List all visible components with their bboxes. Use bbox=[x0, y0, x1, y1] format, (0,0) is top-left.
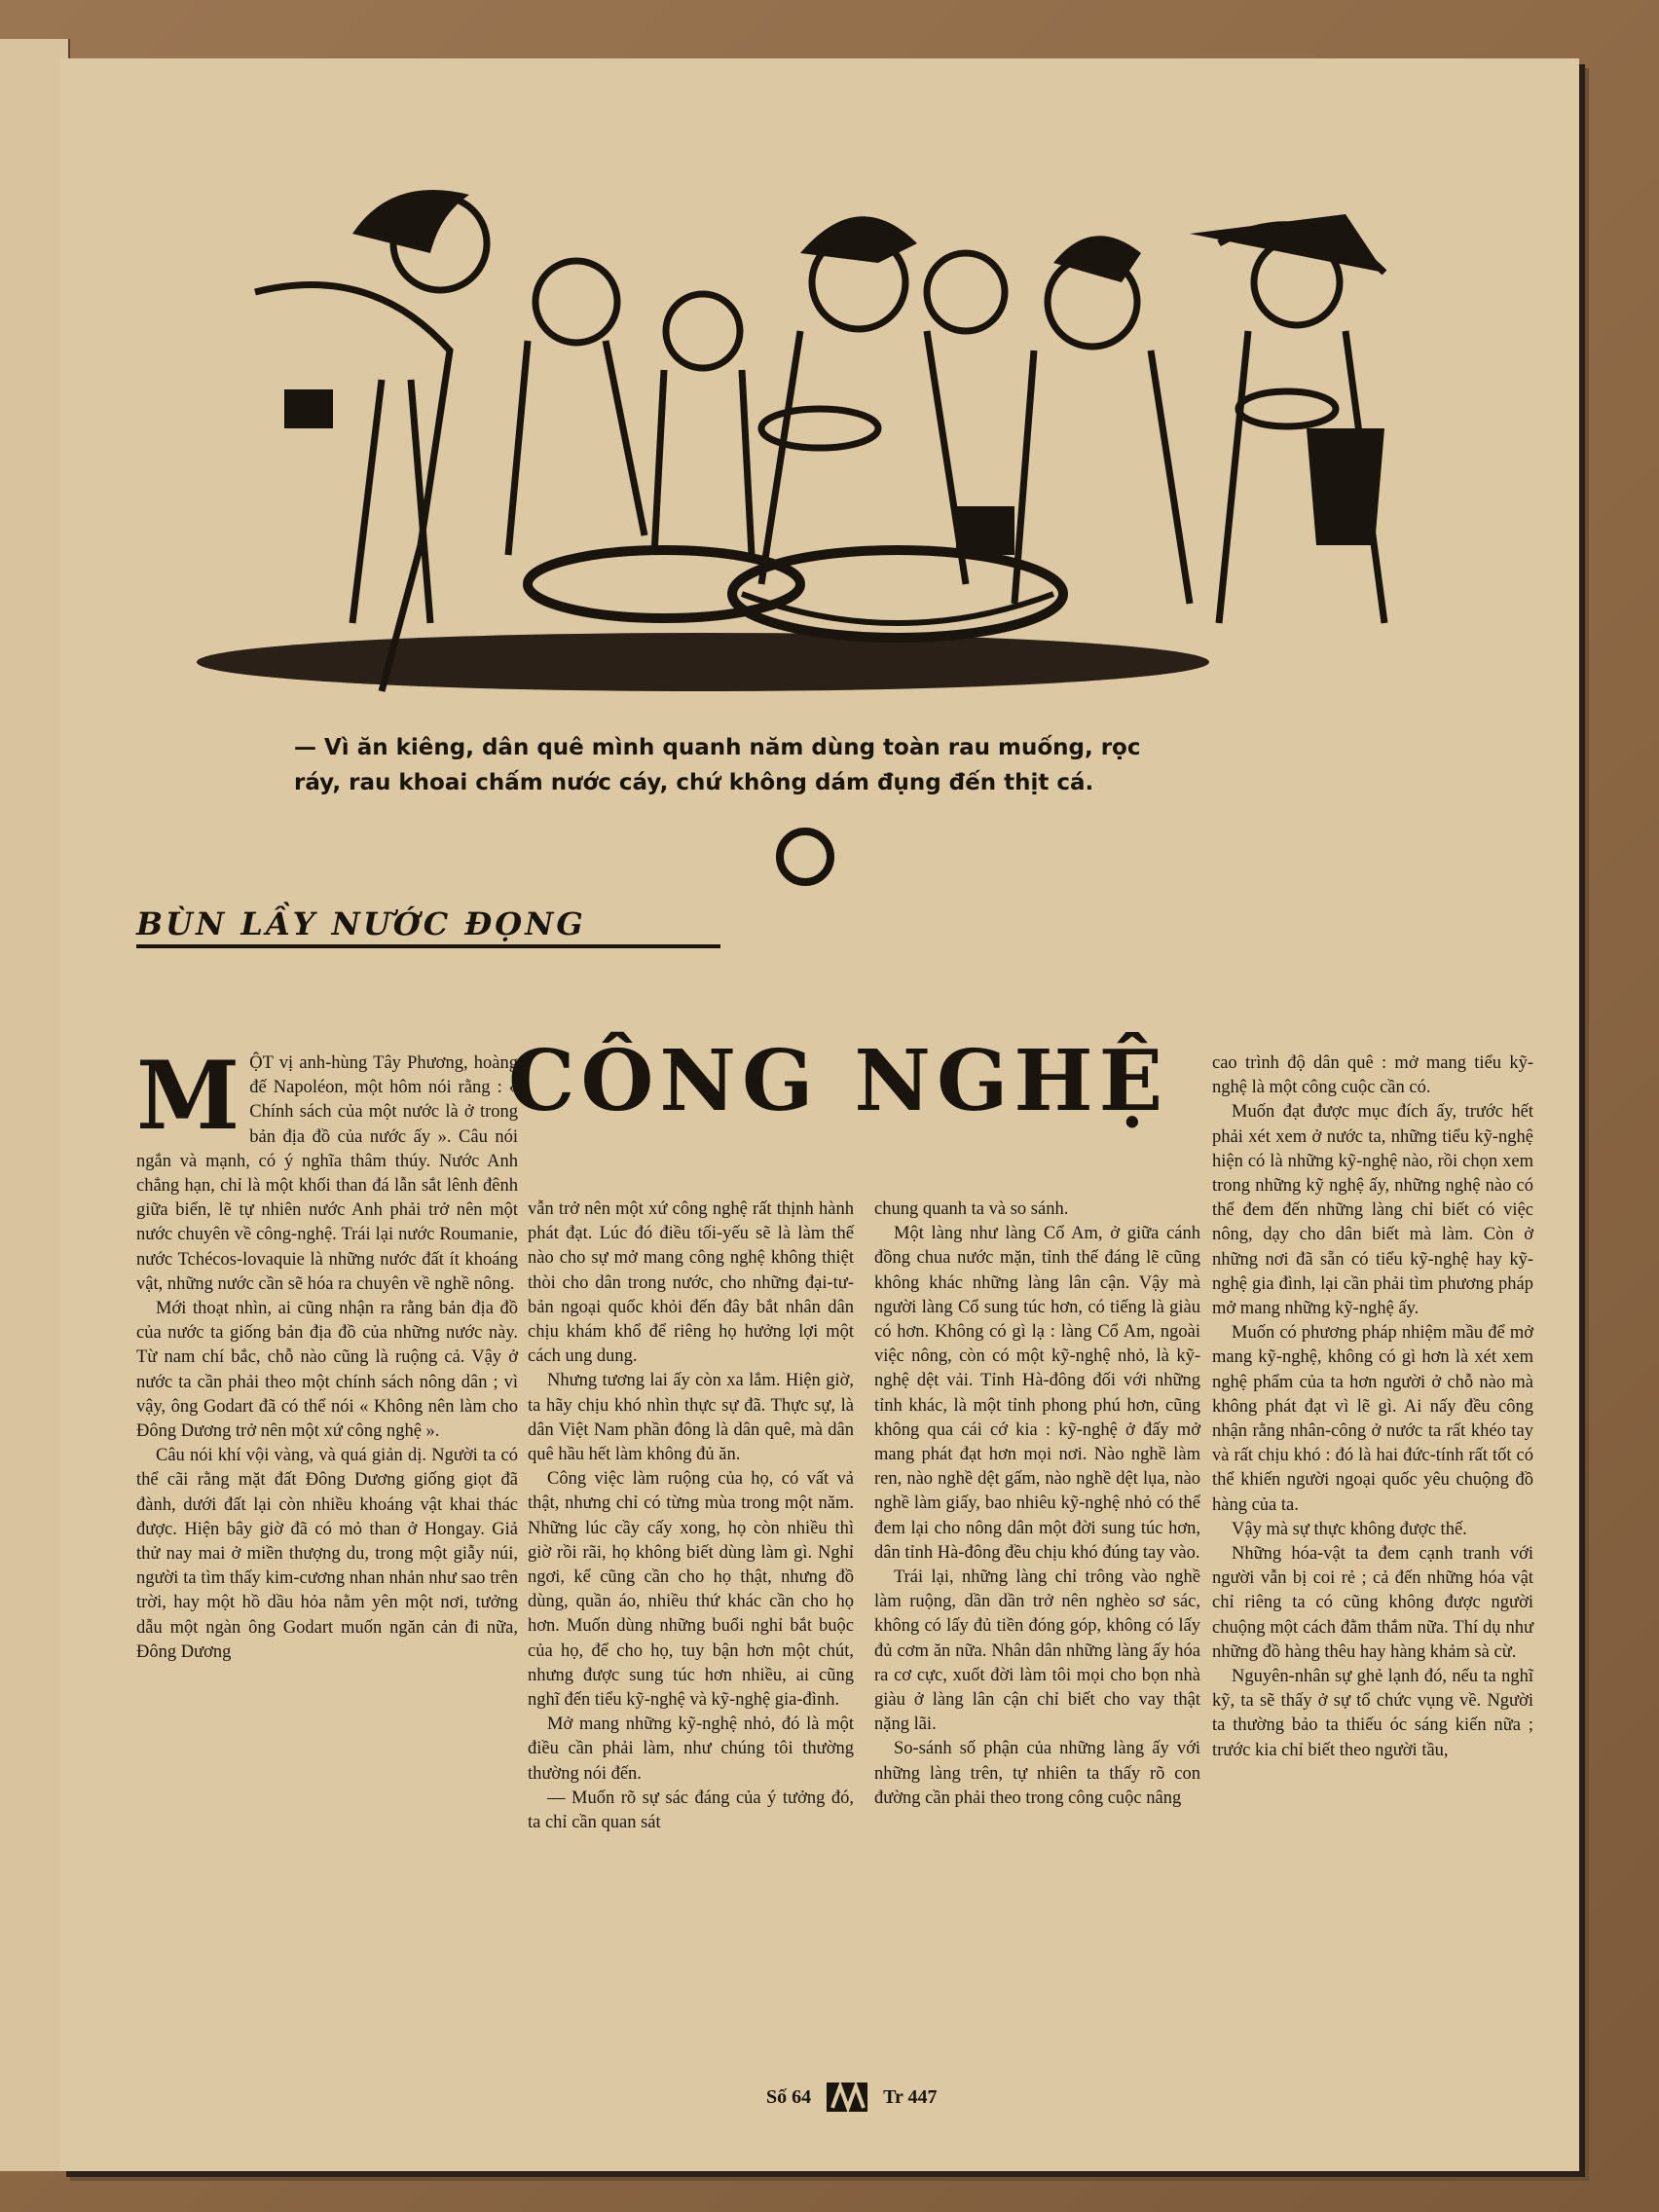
section-title: BÙN LẦY NƯỚC ĐỌNG bbox=[136, 905, 720, 948]
article-headline: CÔNG NGHỆ bbox=[508, 1032, 1169, 1130]
col1-paragraph-2: Mới thoạt nhìn, ai cũng nhận ra rằng bản địa đồ của nước ta giống bản địa đồ của những nước này. Từ nam chí bắc, chỗ nào cũng là ruộng cả. Vậy ở nước ta cần phải theo một chính sách nông dân ; vì vậy, ông Godart đã có thể nói « Không nên làm cho Đông Dương trở nên một xứ công nghệ ». bbox=[136, 1299, 518, 1442]
col4-paragraph-5: Những hóa-vật ta đem cạnh tranh với người vẫn bị coi rẻ ; cả đến những hóa vật chỉ riêng ta có cũng không được người chuộng một cách đằm thắm nữa. Thí dụ như những đồ hàng thêu hay hàng khảm sà cừ. bbox=[1212, 1544, 1533, 1662]
column-1 bbox=[136, 1041, 518, 1665]
circle-ornament bbox=[776, 828, 834, 886]
col3-paragraph-3: Trái lại, những làng chỉ trông vào nghề làm ruộng, dần dần trở nên nghèo sơ sác, không có lấy đủ tiền đóng góp, không có lấy đủ cơm ăn nữa. Nhân dân những làng ấy hóa ra cơ cực, xuốt đời làm tôi mọi cho bọn nhà giàu ở làng lân cận chỉ biết cho vay thật nặng lãi. bbox=[874, 1567, 1200, 1735]
magazine-page bbox=[60, 58, 1579, 2171]
drop-cap: M bbox=[136, 1041, 240, 1151]
issue-number: Số 64 bbox=[766, 2085, 812, 2108]
col4-paragraph-4: Vậy mà sự thực không được thế. bbox=[1232, 1519, 1467, 1539]
col4-paragraph-2: Muốn đạt được mục đích ấy, trước hết phải xét xem ở nước ta, những tiểu kỹ-nghệ hiện có là những kỹ-nghệ nào, rồi chọn xem trong những kỹ nghệ ấy, những nghệ nào có thể đem đến những làng chỉ biết có việc nông, dạy cho dân biết mà làm. Còn ở những nơi đã sẵn có tiểu kỹ-nghệ hay kỹ-nghệ gia đình, lại cần phải tìm phương pháp mở mang những kỹ-nghệ ấy. bbox=[1212, 1102, 1533, 1319]
illustration-caption bbox=[294, 730, 1365, 800]
column-3 bbox=[874, 1198, 1200, 1811]
page-number: Tr 447 bbox=[883, 2085, 938, 2108]
col3-paragraph-1: chung quanh ta và so sánh. bbox=[874, 1199, 1069, 1219]
col1-paragraph-1: ỘT vị anh-hùng Tây Phương, hoàng đế Napoléon, một hôm nói rằng : « Chính sách của một nước là ở trong bản địa đồ của nước ấy ». Câu nói ngắn và mạnh, có ý nghĩa thâm thúy. Nước Anh chẳng hạn, chỉ là một khối than đá lẫn sắt lênh đênh giữa biển, lẽ tự nhiên nước Anh phải trở nên một nước chuyên về công-nghệ. Trái lại nước Roumanie, nước Tchécos-lovaquie là những nước đất ít khoáng vật, những nước cần sẽ hóa ra chuyên về nghề nông. bbox=[136, 1053, 518, 1294]
col2-paragraph-2: Nhưng tương lai ấy còn xa lắm. Hiện giờ, ta hãy chịu khó nhìn thực sự đã. Thực sự, là dân Việt Nam phần đông là dân quê, mà dân quê hầu hết làm không đủ ăn. bbox=[528, 1371, 854, 1465]
caption-line-1: — Vì ăn kiêng, dân quê mình quanh năm dùng toàn rau muống, rọc bbox=[294, 735, 1141, 760]
col2-paragraph-1: vẫn trở nên một xứ công nghệ rất thịnh hành phát đạt. Lúc đó điều tối-yếu sẽ là làm thế nào cho sự mở mang công nghệ không thiệt thòi cho dân trong nước, cho những đại-tư-bản ngoại quốc khỏi đến đây bắt nhân dân chịu khám khổ để riêng họ hưởng lợi một cách ung dung. bbox=[528, 1199, 854, 1367]
col3-paragraph-2: Một làng như làng Cổ Am, ở giữa cánh đồng chua nước mặn, tỉnh thế đáng lẽ cũng không khác những làng lân cận. Vậy mà người làng Cổ sung túc hơn, có tiếng là giàu có hơn. Không có gì lạ : làng Cổ Am, ngoài việc nông, còn có một kỹ-nghệ nhỏ, là kỹ-nghệ dệt vải. Tỉnh Hà-đông đối với những tỉnh khác, là một tỉnh phong phú hơn, cũng không qua cái cớ kia : kỹ-nghệ ở đấy mở mang phát đạt hơn mọi nơi. Nào nghề làm ren, nào nghề dệt gấm, nào nghề dệt lụa, nào nghề làm giấy, bao nhiêu kỹ-nghệ nhỏ có thể đem lại cho nông dân một đời sung túc hơn, dân tỉnh Hà-đông đều chịu khó đúng tay vào. bbox=[874, 1224, 1200, 1563]
col4-paragraph-1: cao trình độ dân quê : mở mang tiểu kỹ-nghệ là một công cuộc cần có. bbox=[1212, 1053, 1533, 1098]
page-footer bbox=[766, 2079, 1019, 2116]
magazine-logo-icon bbox=[825, 2079, 869, 2116]
col3-paragraph-4: So-sánh số phận của những làng ấy với những làng trên, tự nhiên ta thấy rõ con đường cần phải theo trong công cuộc nâng bbox=[874, 1739, 1200, 1808]
column-4 bbox=[1212, 1051, 1533, 1763]
column-2 bbox=[528, 1198, 854, 1835]
col2-paragraph-3: Công việc làm ruộng của họ, có vất vả thật, nhưng chỉ có từng mùa trong một năm. Những lúc cầy cấy xong, họ còn nhiều thì giờ rồi rãi, họ không biết dùng làm gì. Nghỉ ngơi, kể cũng cần cho họ thật, nhưng đồ dùng, quần áo, nhiều thứ khác cần cho họ hơn. Muốn dùng những buổi nghỉ bắt buộc của họ, để cho họ, tuy bận hơn một chút, nhưng được sung túc hơn nhiều, ai cũng nghĩ đến tiểu kỹ-nghệ và kỹ-nghệ gia-đình. bbox=[528, 1469, 854, 1711]
col1-paragraph-3: Câu nói khí vội vàng, và quá giản dị. Người ta có thể cãi rằng mặt đất Đông Dương giống giọt đã đành, dưới đất lại còn nhiều khoáng vật khai thác được. Hiện bây giờ đã có mỏ than ở Hongay. Giả thử nay mai ở miền thượng du, trong một giẫy núi, người ta tìm thấy kim-cương nhan nhản như sao trên trời, hay một hồ dầu hỏa nằm yên một nơi, tưởng dẫu một ngàn ông Godart muốn ngăn cản đi nữa, Đông Dương bbox=[136, 1446, 518, 1662]
col4-paragraph-6: Nguyên-nhân sự ghẻ lạnh đó, nếu ta nghĩ kỹ, ta sẽ thấy ở sự tổ chức vụng về. Người ta thường bảo ta thiếu óc sáng kiến nữa ; trước kia chỉ biết theo người tầu, bbox=[1212, 1667, 1533, 1760]
col4-paragraph-3: Muốn có phương pháp nhiệm mầu để mở mang kỹ-nghệ, không có gì hơn là xét xem nghệ phẩm của ta hơn người ở chỗ nào mà không phát đạt vì lẽ gì. Ai nấy đều công nhận rằng nhân-công ở nước ta rất khéo tay và rất chịu khó : đó là hai đức-tính rất tốt có thể khiến người ngoại quốc yêu chuộng đồ hàng của ta. bbox=[1212, 1323, 1533, 1515]
col2-paragraph-5: — Muốn rõ sự sác đáng của ý tưởng đó, ta chỉ cần quan sát bbox=[528, 1788, 854, 1833]
caption-line-2: ráy, rau khoai chấm nước cáy, chứ không dám đụng đến thịt cá. bbox=[294, 770, 1094, 795]
woodcut-illustration bbox=[158, 136, 1482, 711]
col2-paragraph-4: Mở mang những kỹ-nghệ nhỏ, đó là một điều cần phải làm, như chúng tôi thường thường nói đến. bbox=[528, 1714, 854, 1784]
